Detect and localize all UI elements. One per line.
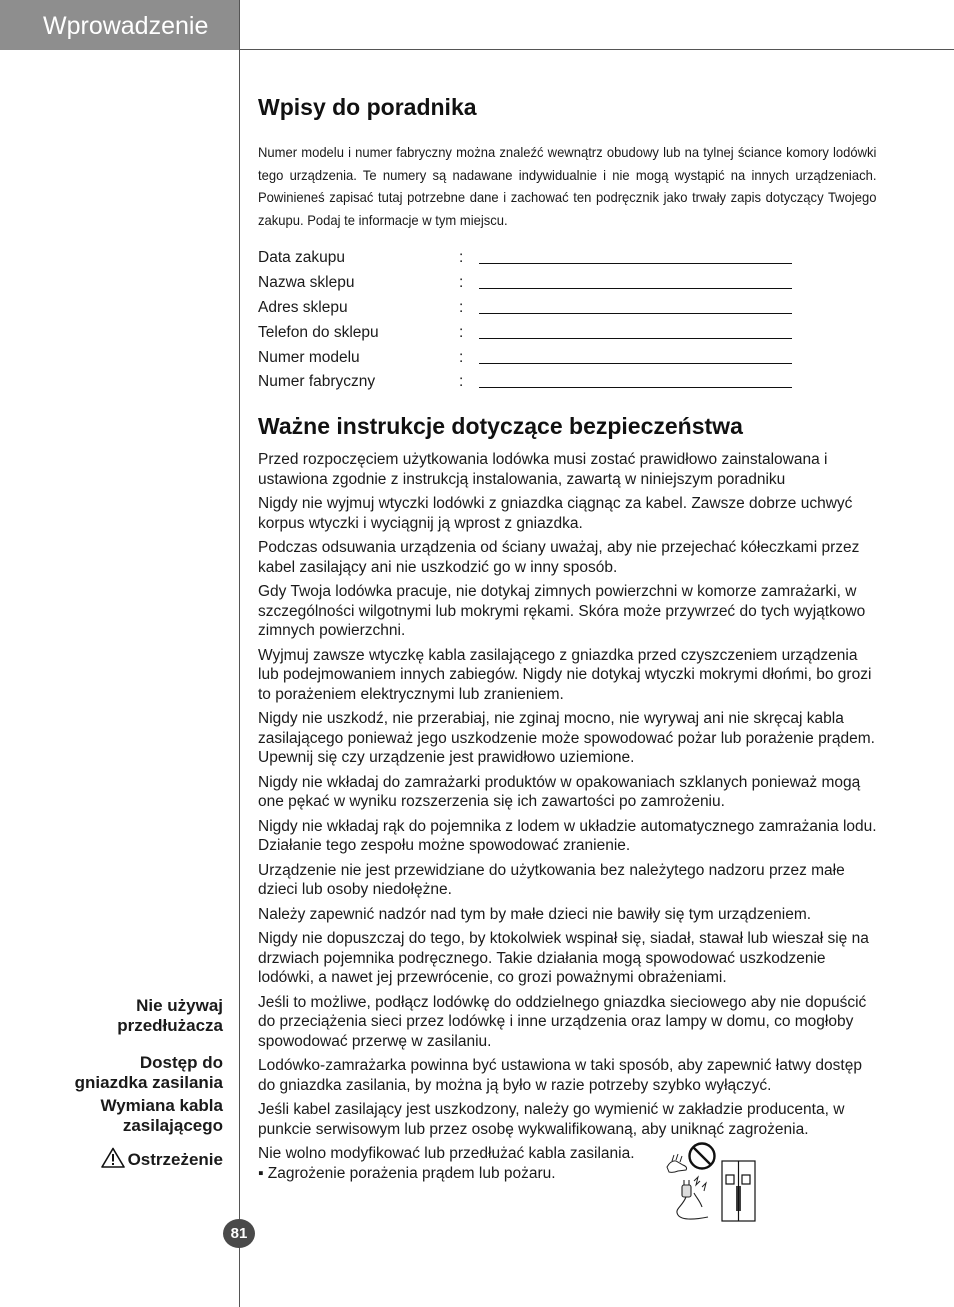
safety-paragraph: Podczas odsuwania urządzenia od ściany uważaj, aby nie przejechać kółeczkami przez kabel zasilający ani nie uszkodzić go w inny sposób. [258, 539, 860, 576]
warning-triangle-icon [101, 1147, 125, 1168]
safety-paragraph: Jeśli kabel zasilający jest uszkodzony, należy go wymienić w zakładzie producenta, w punkcie serwisowym lub przez osobę wykwalifikowaną, aby uniknąć zagrożenia. [258, 1101, 845, 1138]
form-label: Numer modelu [258, 349, 360, 366]
safety-paragraph: Przed rozpoczęciem użytkowania lodówka musi zostać prawidłowo zainstalowana i ustawiona zgodnie z instrukcją instalowania, zawartą w niniejszym poradniku [258, 451, 828, 488]
form-entry-line[interactable] [479, 263, 792, 264]
form-row-purchase-date [258, 249, 798, 274]
form-row-model-number [258, 349, 798, 374]
safety-paragraph: Nigdy nie wkładaj do zamrażarki produktów w opakowaniach szklanych ponieważ mogą one pękać w wyniku rozszerzenia się ich zawartości po zamrożeniu. [258, 773, 861, 810]
form-label: Telefon do sklepu [258, 324, 379, 341]
header-rule [240, 49, 954, 50]
intro-paragraph: Numer modelu i numer fabryczny można znaleźć wewnątrz obudowy lub na tylnej ściance komory lodówki tego urządzenia. Te numery są nadawane indywidualnie i nie mogą wystąpić na innych urządzeniach. Powinieneś zapisać tutaj potrzebne dane i zachować ten podręcznik jako trwały zapis dotyczący Twojego zakupu. Podaj te informacje w tym miejscu. [258, 144, 877, 228]
safety-paragraph: Nigdy nie wyjmuj wtyczki lodówki z gniazdka ciągnąc za kabel. Zawsze dobrze uchwyć korpus wtyczki i wyciągnij ją wprost z gniazdka. [258, 495, 853, 532]
page-number: 81 [223, 1219, 255, 1248]
safety-instructions [258, 450, 880, 1183]
safety-paragraph: Gdy Twoja lodówka pracuje, nie dotykaj zimnych powierzchni w komorze zamrażarki, w szczególności wilgotnymi lub mokrymi rękami. Skóra może przywrzeć do tych wyjątkowo zimnych powierzchni. [258, 583, 866, 639]
no-extension-cord-illustration [664, 1141, 759, 1223]
side-label-line: Nie używaj [136, 996, 223, 1015]
spark-icon [694, 1177, 706, 1191]
form-label: Nazwa sklepu [258, 274, 355, 291]
form-entry-line[interactable] [479, 387, 792, 388]
side-label-line: zasilającego [122, 1116, 223, 1135]
header-title: Wprowadzenie [43, 12, 209, 40]
safety-paragraph: Jeśli to możliwe, podłącz lodówkę do oddzielnego gniazdka sieciowego aby nie dopuścić do przeciążenia sieci przez lodówkę i inne urządzenia oraz lampy w domu, co mogłoby spowodować przerwę w zasilaniu. [258, 993, 867, 1050]
form-row-store-address [258, 299, 798, 324]
form-row-store-name [258, 274, 798, 299]
prohibition-icon [690, 1144, 715, 1169]
form-colon: : [459, 324, 464, 341]
side-label-line: Dostęp do [139, 1053, 223, 1072]
form-colon: : [459, 274, 464, 291]
warning-label-text: Ostrzeżenie [127, 1150, 223, 1169]
refrigerator-icon [722, 1161, 755, 1221]
safety-paragraph: Nie wolno modyfikować lub przedłużać kabla zasilania. [258, 1145, 635, 1162]
side-label-socket-access [75, 1053, 223, 1093]
section-title-safety: Ważne instrukcje dotyczące bezpieczeństwa [258, 413, 743, 439]
form-colon: : [459, 349, 464, 366]
safety-paragraph: Nigdy nie uszkodź, nie przerabiaj, nie zginaj mocno, nie wyrywaj ani nie skręcaj kabla zasilającego ponieważ jego uszkodzenie może spowodować pożar lub porażenie prądem. Upewnij się czy urządzenie jest prawidłowo uziemione. [258, 710, 875, 766]
form-label: Adres sklepu [258, 299, 348, 316]
form-entry-line[interactable] [479, 288, 792, 289]
safety-paragraph: Urządzenie nie jest przewidziane do użytkowania bez należytego nadzoru przez małe dzieci lub osoby niedołężne. [258, 861, 845, 898]
safety-paragraph: Nigdy nie dopuszczaj do tego, by ktokolwiek wspinał się, siadał, stawał lub wieszał się na drzwiach pojemnika podręcznego. Takie działania mogą spowodować uszkodzenie lodówki, a nawet jej przewrócenie, co grozi poważnymi obrażeniami. [258, 930, 869, 986]
safety-paragraph: Lodówko-zamrażarka powinna być ustawiona w taki sposób, aby zapewnić łatwy dostęp do gniazdka zasilania, by można ją było w razie potrzeby szybko wyłączyć. [258, 1057, 862, 1094]
side-label-line: przedłużacza [117, 1016, 223, 1035]
form-label: Data zakupu [258, 249, 346, 266]
form-colon: : [459, 373, 464, 390]
section-title-records: Wpisy do poradnika [258, 94, 477, 120]
side-label-cable-replacement [100, 1096, 223, 1136]
hand-icon [667, 1154, 687, 1172]
safety-bullet: ▪ Zagrożenie porażenia prądem lub pożaru. [258, 1164, 556, 1182]
form-row-store-phone [258, 324, 798, 349]
side-label-line: Wymiana kabla [100, 1096, 223, 1115]
header-tab [0, 0, 240, 50]
side-label-no-extension [117, 996, 223, 1036]
safety-paragraph: Nigdy nie wkładaj rąk do pojemnika z lodem w układzie automatycznego zamrażania lodu. Działanie tego zespołu możne spowodować zranienie. [258, 817, 877, 854]
safety-paragraph: Należy zapewnić nadzór nad tym by małe dzieci nie bawiły się tym urządzeniem. [258, 905, 812, 923]
form-entry-line[interactable] [479, 363, 792, 364]
left-margin-rule [239, 0, 240, 1307]
form-entry-line[interactable] [479, 313, 792, 314]
side-label-warning [101, 1147, 223, 1170]
form-row-serial-number [258, 373, 798, 398]
form-colon: : [459, 299, 464, 316]
form-entry-line[interactable] [479, 338, 792, 339]
form-colon: : [459, 249, 464, 266]
safety-paragraph: Wyjmuj zawsze wtyczkę kabla zasilającego z gniazdka przed czyszczeniem urządzenia lub podejmowaniem innych zabiegów. Nigdy nie dotykaj wtyczki mokrymi dłońmi, bo grozi to porażeniem elektrycznymi lub zranieniem. [258, 646, 872, 703]
side-label-line: gniazdka zasilania [74, 1073, 223, 1092]
form-label: Numer fabryczny [258, 373, 376, 390]
